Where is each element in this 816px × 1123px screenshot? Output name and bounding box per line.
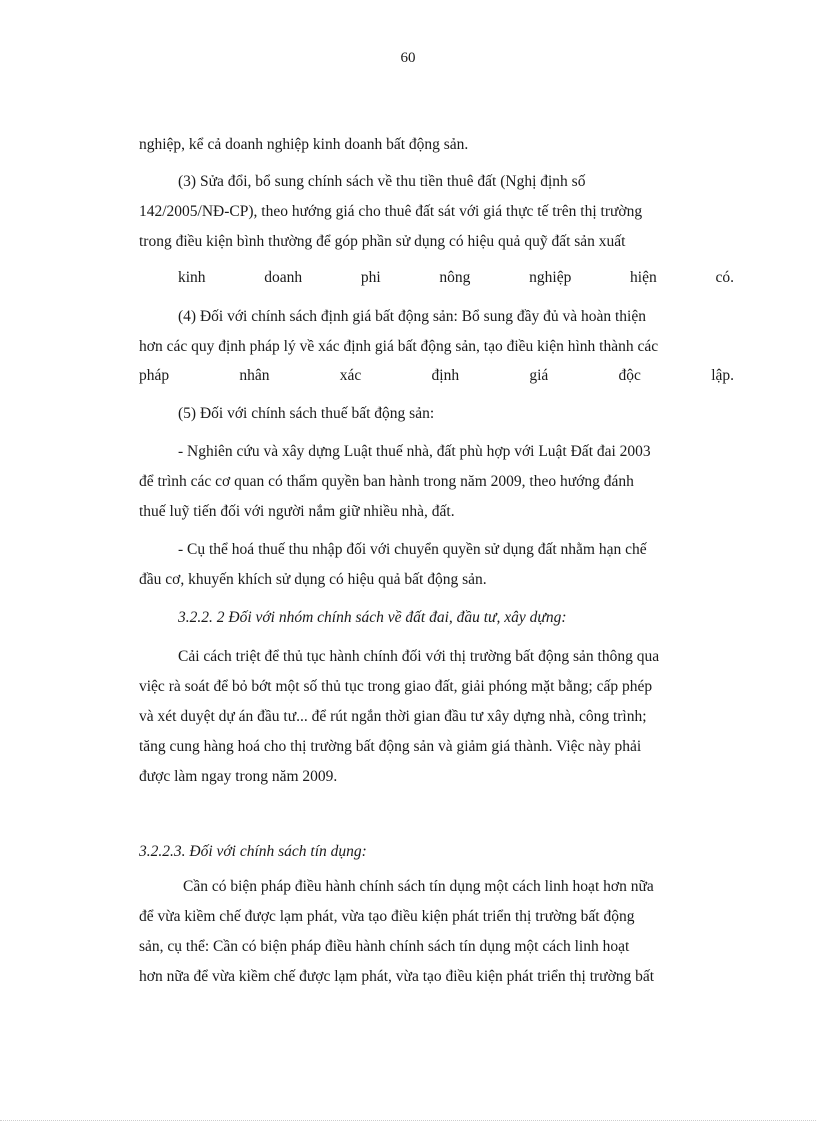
page-number: 60: [400, 50, 416, 66]
word: nhân: [239, 367, 270, 384]
word: pháp: [139, 367, 170, 384]
word: lập.: [711, 367, 734, 384]
page-bottom-divider: [0, 1120, 816, 1121]
text-line: 142/2005/NĐ-CP), theo hướng giá cho thuê đất sát với giá thực tế trên thị trường: [139, 203, 643, 220]
text-line: - Cụ thể hoá thuế thu nhập đối với chuyển quyền sử dụng đất nhằm hạn chế: [178, 541, 647, 558]
text-line: tăng cung hàng hoá cho thị trường bất động sản và giảm giá thành. Việc này phải: [139, 738, 642, 755]
word: nghiệp: [529, 269, 572, 286]
text-line: hơn nữa để vừa kiềm chế được lạm phát, vừa tạo điều kiện phát triển thị trường bất: [139, 968, 655, 985]
word: kinh: [178, 269, 206, 286]
section-heading: 3.2.2.3. Đối với chính sách tín dụng:: [139, 843, 367, 860]
word: doanh: [264, 269, 303, 286]
text-line: Cần có biện pháp điều hành chính sách tín dụng một cách linh hoạt hơn nữa: [183, 878, 654, 895]
text-line: [139, 366, 734, 386]
word: độc: [618, 367, 641, 384]
text-line: để vừa kiềm chế được lạm phát, vừa tạo điều kiện phát triển thị trường bất động: [139, 908, 635, 925]
text-line: [178, 268, 734, 288]
word: định: [431, 367, 460, 384]
text-line: nghiệp, kể cả doanh nghiệp kinh doanh bất động sản.: [139, 136, 469, 153]
word: xác: [339, 367, 362, 384]
text-line: sản, cụ thể: Cần có biện pháp điều hành chính sách tín dụng một cách linh hoạt: [139, 938, 630, 955]
text-line: - Nghiên cứu và xây dựng Luật thuế nhà, đất phù hợp với Luật Đất đai 2003: [178, 443, 651, 460]
text-line: đầu cơ, khuyến khích sử dụng có hiệu quả bất động sản.: [139, 571, 487, 588]
word: hiện: [630, 269, 657, 286]
text-line: thuế luỹ tiến đối với người nắm giữ nhiều nhà, đất.: [139, 503, 455, 520]
text-line: Cải cách triệt để thủ tục hành chính đối với thị trường bất động sản thông qua: [178, 648, 660, 665]
word: có.: [715, 269, 734, 286]
text-line: được làm ngay trong năm 2009.: [139, 768, 338, 785]
text-line: trong điều kiện bình thường để góp phần sử dụng có hiệu quả quỹ đất sản xuất: [139, 233, 626, 250]
section-heading: 3.2.2. 2 Đối với nhóm chính sách về đất đai, đầu tư, xây dựng:: [178, 609, 567, 626]
word: phi: [360, 269, 381, 286]
text-line: việc rà soát để bỏ bớt một số thủ tục trong giao đất, giải phóng mặt bằng; cấp phép: [139, 678, 653, 695]
word: nông: [439, 269, 471, 286]
text-line: (4) Đối với chính sách định giá bất động sản: Bổ sung đầy đủ và hoàn thiện: [178, 308, 646, 325]
word: giá: [529, 367, 549, 384]
text-line: (3) Sửa đổi, bổ sung chính sách về thu tiền thuê đất (Nghị định số: [178, 173, 586, 190]
text-line: (5) Đối với chính sách thuế bất động sản:: [178, 405, 435, 422]
text-line: hơn các quy định pháp lý về xác định giá bất động sản, tạo điều kiện hình thành các: [139, 338, 659, 355]
text-line: để trình các cơ quan có thẩm quyền ban hành trong năm 2009, theo hướng đánh: [139, 473, 634, 490]
text-line: và xét duyệt dự án đầu tư... để rút ngắn thời gian đầu tư xây dựng nhà, công trình;: [139, 708, 647, 725]
